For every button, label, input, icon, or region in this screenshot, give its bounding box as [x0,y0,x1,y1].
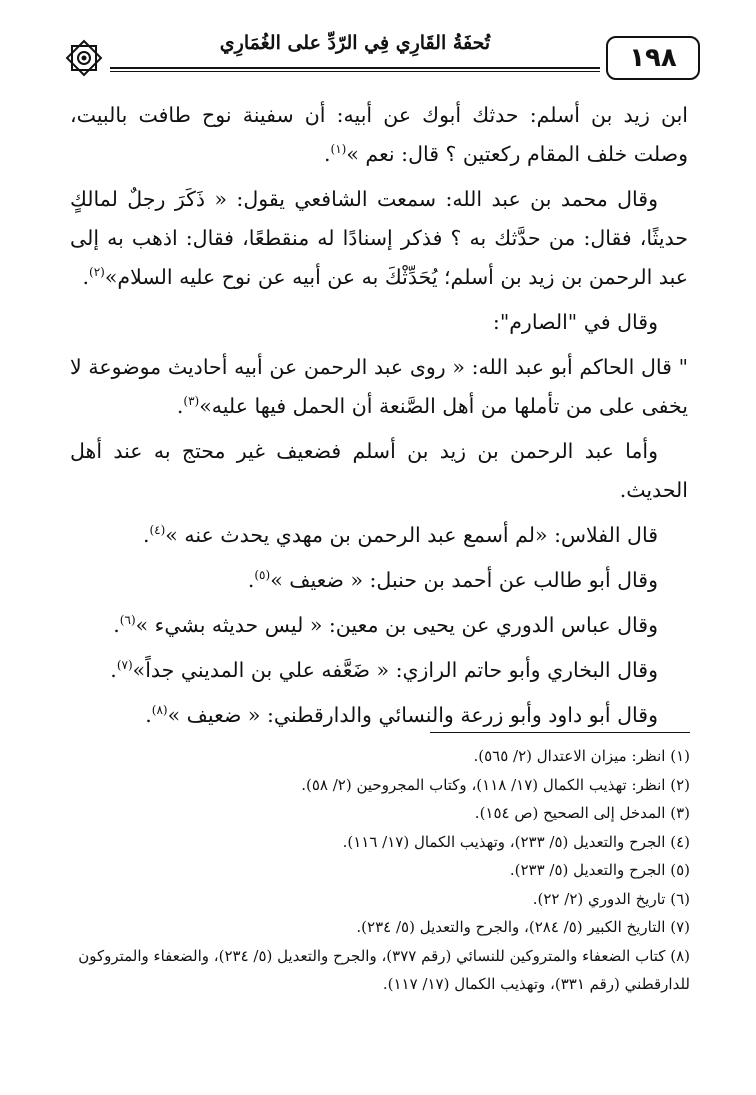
footnote-6: (٦) تاريخ الدوري (٢/ ٢٢). [532,889,690,908]
header-rule-secondary [110,71,600,72]
paragraph-2: وقال محمد بن عبد الله: سمعت الشافعي يقول: « ذَكَرَ رجلٌ لمالكٍ حديثًا، فقال: من حدَّثك به ؟ فذكر إسنادًا له منقطعًا، فقال: اذهب به إلى عبد الرحمن بن زيد بن أسلم؛ يُحَدِّثْكَ به عن أبيه عن نوح عليه السلام»$^{(٢)}$. [70,187,688,289]
footnote-divider [430,732,690,733]
footnote-ref-5[interactable]: (٥) [254,568,271,583]
page-header [60,30,700,80]
footnote-7: (٧) التاريخ الكبير (٥/ ٢٨٤)، والجرح والتعديل (٥/ ٢٣٤). [356,918,690,936]
paragraph-7: وقال أبو طالب عن أحمد بن حنبل: « ضعيف »$^{(٥)}$. [247,568,658,592]
footnote-ref-2[interactable]: (٢) [89,265,105,280]
footnotes [70,742,690,999]
footnote-ref-3[interactable]: (٣) [183,394,200,409]
paragraph-6: قال الفلاس: «لم أسمع عبد الرحمن بن مهدي يحدث عنه »$^{(٤)}$. [142,523,658,547]
paragraph-3: وقال في "الصارم": [492,310,658,334]
footnote-ref-6[interactable]: (٦) [119,613,136,628]
header-rule [110,67,600,69]
footnote-ref-8[interactable]: (٨) [151,703,168,718]
footnote-4: (٤) الجرح والتعديل (٥/ ٢٣٣)، وتهذيب الكمال (١٧/ ١١٦). [342,832,690,851]
footnote-3: (٣) المدخل إلى الصحيح (ص ١٥٤). [474,804,690,822]
quote-paragraph: " قال الحاكم أبو عبد الله: « روى عبد الرحمن عن أبيه أحاديث موضوعة لا يخفى على من تأملها من أهل الصَّنعة أن الحمل فيها عليه»$^{(٣)}$. [70,355,688,418]
paragraph-8: وقال عباس الدوري عن يحيى بن معين: « ليس حديثه بشيء »$^{(٦)}$. [113,613,658,637]
running-title: تُحفَةُ القَارِي فِي الرّدِّ على الغُمَارِي [219,32,491,54]
footnote-ref-4[interactable]: (٤) [149,523,166,538]
paragraph-5: وأما عبد الرحمن بن زيد بن أسلم فضعيف غير محتج به عند أهل الحديث. [70,439,688,502]
paragraph-9: وقال البخاري وأبو حاتم الرازي: « ضَعَّفه علي بن المديني جداً»$^{(٧)}$. [110,658,658,682]
paragraph-1: ابن زيد بن أسلم: حدثك أبوك عن أبيه: أن سفينة نوح طافت بالبيت، وصلت خلف المقام ركعتين ؟ قال: نعم »$^{(١)}$. [70,103,688,166]
main-text [70,96,688,741]
footnote-2: (٢) انظر: تهذيب الكمال (١٧/ ١١٨)، وكتاب المجروحين (٢/ ٥٨). [301,775,690,794]
page-number: ١٩٨ [606,36,700,80]
footnote-ref-1[interactable]: (١) [330,142,347,157]
eight-point-star-ornament-icon [64,38,104,78]
paragraph-10: وقال أبو داود وأبو زرعة والنسائي والدارقطني: « ضعيف »$^{(٨)}$. [145,703,658,727]
footnote-1: (١) انظر: ميزان الاعتدال (٢/ ٥٦٥). [473,747,690,765]
footnote-ref-7[interactable]: (٧) [116,658,133,673]
footnote-5: (٥) الجرح والتعديل (٥/ ٢٣٣). [509,861,690,879]
footnote-8: (٨) كتاب الضعفاء والمتروكين للنسائي (رقم ٣٧٧)، والجرح والتعديل (٥/ ٢٣٤)، والضعفاء والمتروكون للدارقطني (رقم ٣٣١)، وتهذيب الكمال (١٧/ ١١٧). [78,946,690,993]
